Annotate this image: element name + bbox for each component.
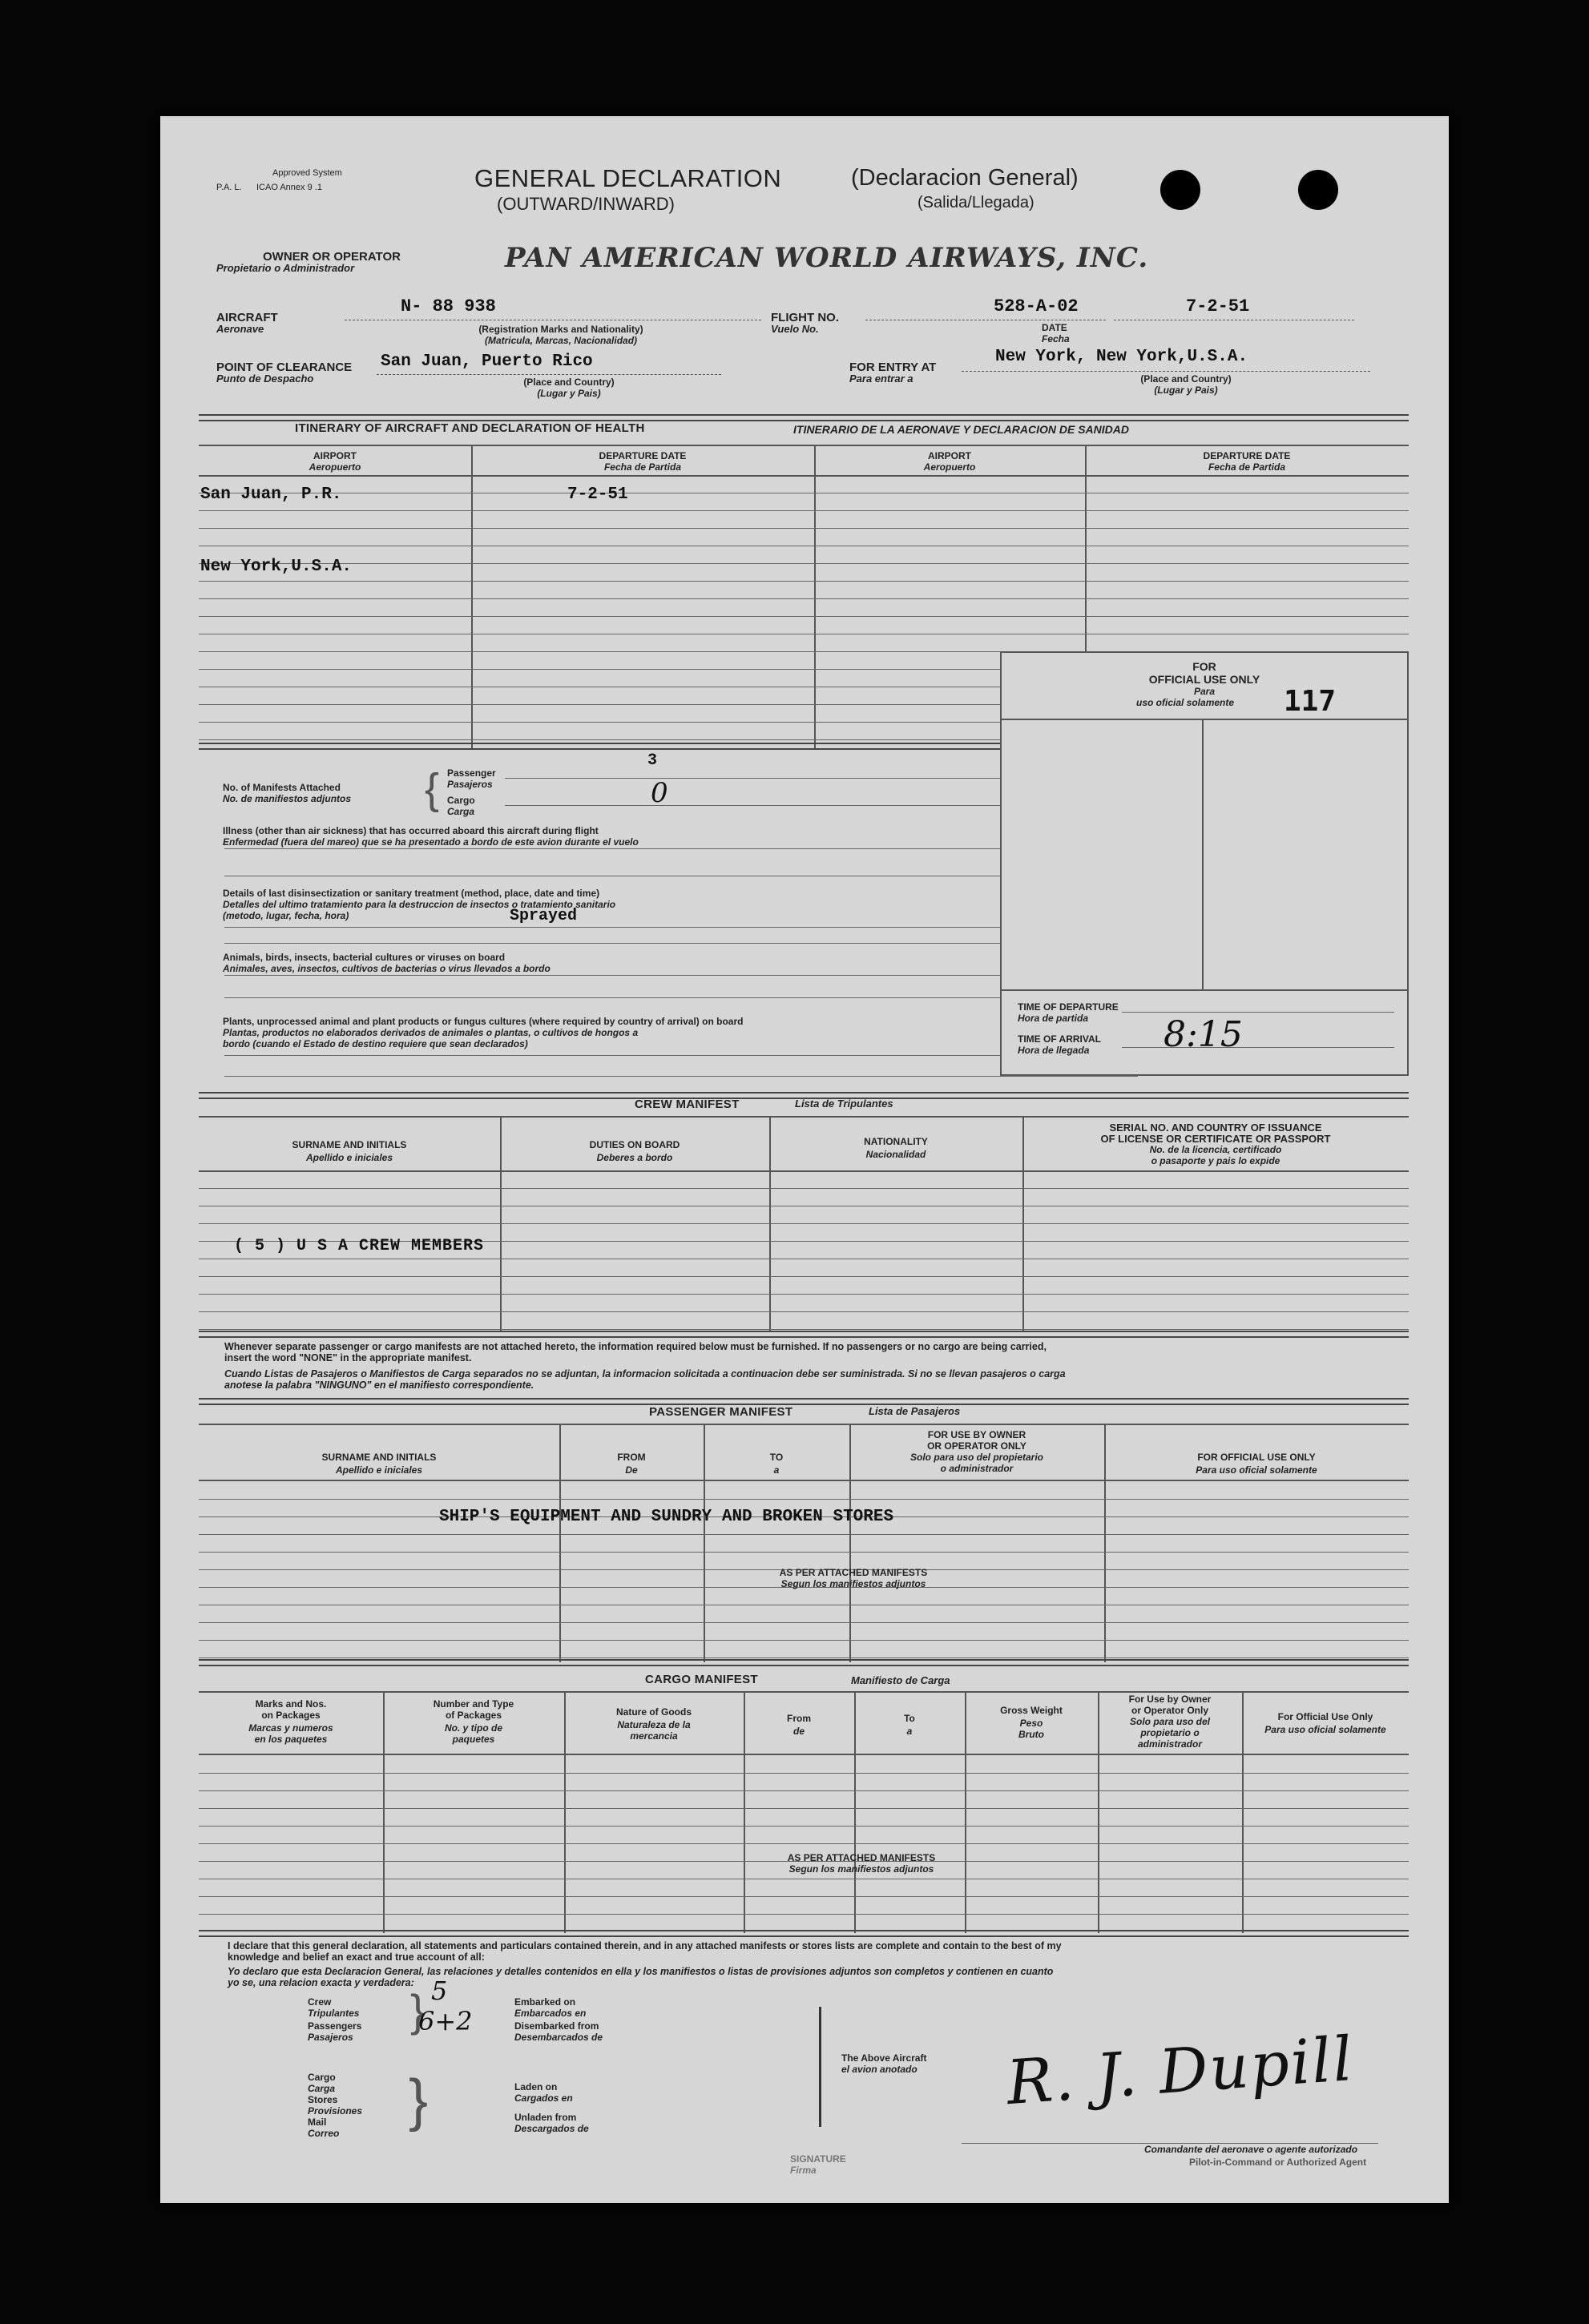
crew-col3-en: NATIONALITY — [864, 1136, 928, 1147]
crew-col1-es: Apellido e iniciales — [305, 1152, 393, 1163]
crew-col4-es1: No. de la licencia, certificado — [1149, 1144, 1282, 1155]
decl-dis-en: Disembarked from — [514, 2020, 599, 2032]
crew-row-rule — [199, 1188, 1409, 1189]
cargo-row-rule — [199, 1896, 1409, 1897]
crew-col1-en: SURNAME AND INITIALS — [292, 1139, 407, 1150]
cargo-count: 0 — [651, 777, 668, 809]
cargo-c7-en2: or Operator Only — [1131, 1705, 1209, 1716]
cargo-c1-en2: on Packages — [261, 1710, 321, 1721]
aircraft-label-es: Aeronave — [216, 323, 264, 335]
itin-subheader-rule — [199, 475, 1409, 477]
disinsect-value: Sprayed — [510, 907, 578, 925]
crew-col-2 — [769, 1116, 771, 1332]
sig-label-es: Firma — [790, 2165, 817, 2176]
pass-col2-es: De — [625, 1464, 638, 1476]
crew-row-rule — [199, 1276, 1409, 1277]
cargo-c6-es1: Peso — [1019, 1718, 1043, 1729]
cargo-en: Cargo — [447, 795, 475, 806]
cargo-c2-es2: paquetes — [452, 1734, 495, 1745]
passenger-row-rule — [199, 1499, 1409, 1500]
itin-row2-airport: New York,U.S.A. — [200, 558, 353, 576]
cargo-c6-en: Gross Weight — [1000, 1705, 1063, 1716]
official-box-divider-2 — [1000, 989, 1409, 991]
punch-hole-right — [1298, 170, 1338, 210]
official-box-vdivider — [1202, 719, 1204, 989]
itin-row1-date: 7-2-51 — [567, 485, 628, 504]
cargo-es: Carga — [447, 806, 475, 817]
decl-above-es: el avion anotado — [841, 2064, 918, 2075]
cargo-subheader-rule — [199, 1754, 1409, 1755]
crew-row-rule — [199, 1329, 1409, 1330]
title-es: (Declaracion General) — [851, 165, 1079, 191]
itin-airport-en-1: AIRPORT — [313, 450, 357, 461]
itinerary-row-rule — [199, 581, 1409, 582]
disinsect-en: Details of last disinsectization or sanitary treatment (method, place, date and time) — [223, 888, 600, 899]
decl-cargo-es: Carga — [308, 2083, 336, 2094]
itin-airport-es-1: Aeropuerto — [309, 461, 361, 473]
pass-attached-es: Segun los manifiestos adjuntos — [780, 1578, 926, 1589]
cargo-c4-es: de — [792, 1726, 805, 1737]
cargo-c5-es: a — [906, 1726, 913, 1737]
date-label-es: Fecha — [1042, 333, 1070, 344]
entry-line — [962, 371, 1370, 372]
itinerary-row-rule — [199, 563, 1409, 564]
itin-date-es-2: Fecha de Partida — [1208, 461, 1286, 473]
brace-cargo: } — [409, 2068, 429, 2133]
notice-es1: Cuando Listas de Pasajeros o Manifiestos de Carga separados no se adjuntan, la informacion solicitada a continuacion debe ser suministrada. Si no se llevan pasajeros o carga — [224, 1368, 1066, 1379]
brace-crew: } — [410, 1985, 425, 2036]
itinerary-row-rule — [199, 528, 1409, 529]
decl-laden-es: Cargados en — [514, 2092, 573, 2104]
crew-col4-en1: SERIAL NO. AND COUNTRY OF ISSUANCE — [1109, 1122, 1322, 1134]
departure-es: Hora de partida — [1018, 1013, 1089, 1024]
crew-entry: ( 5 ) U S A CREW MEMBERS — [234, 1237, 485, 1255]
crew-title-en: CREW MANIFEST — [635, 1098, 740, 1111]
pass-col1-es: Apellido e iniciales — [335, 1464, 423, 1476]
decl-stores-es: Provisiones — [308, 2105, 363, 2117]
arrival-en: TIME OF ARRIVAL — [1018, 1033, 1101, 1045]
cargo-title-es: Manifiesto de Carga — [851, 1674, 950, 1686]
date-label-en: DATE — [1042, 322, 1067, 333]
passenger-row-rule — [199, 1657, 1409, 1658]
cargo-c7-es1: Solo para uso del — [1129, 1716, 1211, 1727]
operator-value: PAN AMERICAN WORLD AIRWAYS, INC. — [505, 242, 1149, 274]
cargo-title-en: CARGO MANIFEST — [645, 1673, 758, 1686]
decl-unladen-es: Descargados de — [514, 2123, 589, 2134]
cargo-row-rule — [199, 1826, 1409, 1827]
approved-system: Approved System — [272, 168, 342, 178]
decl-above-en: The Above Aircraft — [841, 2052, 927, 2064]
passenger-row-rule — [199, 1552, 1409, 1553]
crew-row-rule — [199, 1294, 1409, 1295]
decl-laden-en: Laden on — [514, 2081, 558, 2092]
cargo-row-rule — [199, 1843, 1409, 1844]
date-value: 7-2-51 — [1186, 296, 1250, 316]
clearance-label-en: POINT OF CLEARANCE — [216, 360, 353, 374]
itin-date-en-1: DEPARTURE DATE — [599, 450, 687, 461]
pass-col4-en1: FOR USE BY OWNER — [927, 1429, 1026, 1440]
cargo-c7-en1: For Use by Owner — [1128, 1694, 1212, 1705]
passenger-row-rule — [199, 1640, 1409, 1641]
pass-attached-en: AS PER ATTACHED MANIFESTS — [779, 1567, 928, 1578]
itin-airport-en-2: AIRPORT — [928, 450, 971, 461]
passenger-row-rule — [199, 1534, 1409, 1535]
cargo-attached-es: Segun los manifiestos adjuntos — [788, 1863, 934, 1875]
decl-es2: yo se, una relacion exacta y verdadera: — [228, 1977, 414, 1988]
official-label-3: Para — [1193, 686, 1216, 697]
aircraft-value: N- 88 938 — [401, 296, 496, 316]
crew-col4-en2: OF LICENSE OR CERTIFICATE OR PASSPORT — [1100, 1133, 1331, 1145]
general-declaration-form — [160, 116, 1449, 2203]
pass-col1-en: SURNAME AND INITIALS — [321, 1452, 437, 1463]
title-en: GENERAL DECLARATION — [474, 164, 782, 192]
subtitle-es: (Salida/Llegada) — [918, 194, 1034, 211]
official-label-1: FOR — [1192, 660, 1216, 673]
itinerary-title-en: ITINERARY OF AIRCRAFT AND DECLARATION OF HEALTH — [295, 421, 645, 435]
manifests-en: No. of Manifests Attached — [223, 782, 341, 793]
cargo-attached-en-visible: AS PER ATTACHED MANIFESTS — [787, 1852, 936, 1863]
crew-col2-en: DUTIES ON BOARD — [589, 1139, 680, 1150]
pass-col4-es1: Solo para uso del propietario — [909, 1452, 1044, 1463]
plants-es2: bordo (cuando el Estado de destino requiere que sean declarados) — [223, 1038, 528, 1049]
passenger-title-en: PASSENGER MANIFEST — [649, 1405, 793, 1419]
decl-es1: Yo declaro que esta Declaracion General, las relaciones y detalles contenidos en ella y los manifiestos o listas de provisiones adjuntos son completos y contienen en cuanto — [228, 1966, 1054, 1977]
itinerary-top-rule — [199, 414, 1409, 421]
entry-label-es: Para entrar a — [849, 373, 913, 385]
itin-row1-airport: San Juan, P.R. — [200, 485, 342, 504]
plants-es1: Plantas, productos no elaborados derivados de animales o plantas, o cultivos de hongos a — [223, 1027, 639, 1038]
decl-emb-en: Embarked on — [514, 1996, 576, 2008]
cargo-c1-es2: en los paquetes — [254, 1734, 328, 1745]
animals-es: Animales, aves, insectos, cultivos de bacterias o virus llevados a bordo — [223, 963, 551, 974]
decl-pass-es: Pasajeros — [308, 2032, 353, 2043]
crew-header-rule — [199, 1116, 1409, 1118]
decl-pass-en: Passengers — [308, 2020, 362, 2032]
commander-en: Pilot-in-Command or Authorized Agent — [1189, 2157, 1367, 2168]
decl-crew-en: Crew — [308, 1996, 332, 2008]
aircraft-sub-en: (Registration Marks and Nationality) — [478, 324, 643, 335]
crew-bottom-rule — [199, 1331, 1409, 1338]
cargo-c3-en: Nature of Goods — [615, 1706, 692, 1718]
cargo-c7-es2: propietario o — [1140, 1727, 1200, 1738]
subtitle-en: (OUTWARD/INWARD) — [497, 194, 675, 214]
notice-en2: insert the word "NONE" in the appropriate manifest. — [224, 1352, 472, 1363]
decl-dis-es: Desembarcados de — [514, 2032, 603, 2043]
decl-stores-en: Stores — [308, 2094, 338, 2105]
itinerary-row-rule — [199, 616, 1409, 617]
official-label-2: OFFICIAL USE ONLY — [1148, 673, 1260, 686]
cargo-c3-es1: Naturaleza de la — [617, 1719, 691, 1730]
decl-mail-en: Mail — [308, 2117, 327, 2128]
crew-col2-es: Deberes a bordo — [596, 1152, 673, 1163]
clearance-value: San Juan, Puerto Rico — [381, 352, 593, 371]
pass-col5-es: Para uso oficial solamente — [1196, 1464, 1317, 1476]
cargo-c7-es3: administrador — [1137, 1738, 1202, 1750]
clearance-label-es: Punto de Despacho — [216, 373, 314, 385]
punch-hole-left — [1160, 170, 1200, 210]
operator-label-es: Propietario o Administrador — [216, 262, 355, 274]
decl-mail-es: Correo — [308, 2128, 340, 2139]
decl-cargo-en: Cargo — [308, 2072, 336, 2083]
pass-subheader-rule — [199, 1480, 1409, 1481]
manifests-es: No. de manifiestos adjuntos — [223, 793, 352, 804]
passenger-count: 3 — [647, 751, 658, 770]
clearance-sub-en: (Place and Country) — [523, 377, 615, 388]
crew-col4-es2: o pasaporte y pais lo expide — [1151, 1155, 1280, 1166]
passenger-row-rule — [199, 1622, 1409, 1623]
flight-value: 528-A-02 — [994, 296, 1079, 316]
illness-en: Illness (other than air sickness) that has occurred aboard this aircraft during flight — [223, 825, 599, 836]
plants-en: Plants, unprocessed animal and plant products or fungus cultures (where required by country of arrival) on board — [223, 1016, 744, 1027]
decl-crew-es: Tripulantes — [308, 2008, 360, 2019]
cargo-c5-en: To — [904, 1713, 915, 1724]
entry-value: New York, New York,U.S.A. — [995, 348, 1248, 366]
clearance-line — [377, 374, 721, 375]
departure-line — [1122, 1012, 1394, 1013]
arrival-es: Hora de llegada — [1018, 1045, 1090, 1056]
decl-pass-value: 6+2 — [418, 2006, 473, 2036]
aircraft-label-en: AIRCRAFT — [216, 311, 278, 324]
passenger-bottom-rule — [199, 1659, 1409, 1666]
pass-col4-es2: o administrador — [940, 1463, 1014, 1474]
arrival-value: 8:15 — [1164, 1014, 1243, 1055]
pass-col2-en: FROM — [617, 1452, 646, 1463]
icao-annex: ICAO Annex 9 .1 — [256, 183, 322, 192]
passenger-header-rule — [199, 1424, 1409, 1425]
captain-signature: R. J. Dupill — [1004, 2022, 1357, 2119]
disinsect-es2: (metodo, lugar, fecha, hora) — [223, 910, 349, 921]
cargo-c8-es: Para uso oficial solamente — [1264, 1724, 1386, 1735]
cargo-c1-es1: Marcas y numeros — [248, 1722, 333, 1734]
notice-es2: anotese la palabra "NINGUNO" en el manifiesto correspondiente. — [224, 1379, 534, 1391]
decl-unladen-en: Unladen from — [514, 2112, 577, 2123]
pass-col3-en: TO — [769, 1452, 784, 1463]
cargo-c2-en2: of Packages — [445, 1710, 502, 1721]
itinerary-title-es: ITINERARIO DE LA AERONAVE Y DECLARACION DE SANIDAD — [793, 423, 1129, 436]
decl-en1: I declare that this general declaration, all statements and particulars contained therein, and in any attached manifests or stores lists are complete and contain to the best of my — [228, 1940, 1062, 1951]
crew-row-rule — [199, 1311, 1409, 1312]
cargo-row-rule — [199, 1914, 1409, 1915]
official-box-divider — [1000, 719, 1409, 720]
passenger-es: Pasajeros — [447, 779, 493, 790]
pass-col5-en: FOR OFFICIAL USE ONLY — [1197, 1452, 1316, 1463]
official-label-4: uso oficial solamente — [1136, 697, 1235, 708]
pass-col4-en2: OR OPERATOR ONLY — [927, 1440, 1026, 1452]
illness-es: Enfermedad (fuera del mareo) que se ha presentado a bordo de este avion durante el vuelo — [223, 836, 639, 848]
flight-label-es: Vuelo No. — [771, 323, 819, 335]
arrival-line — [1122, 1047, 1394, 1048]
cargo-c3-es2: mercancia — [630, 1730, 678, 1742]
itin-date-en-2: DEPARTURE DATE — [1203, 450, 1291, 461]
passenger-title-es: Lista de Pasajeros — [869, 1405, 961, 1417]
signature-divider — [819, 2007, 821, 2127]
passenger-entry: SHIP'S EQUIPMENT AND SUNDRY AND BROKEN STORES — [439, 1508, 894, 1526]
flight-label-en: FLIGHT NO. — [771, 311, 839, 324]
system-prefix: P.A. L. — [216, 183, 242, 192]
cargo-c1-en1: Marks and Nos. — [255, 1698, 327, 1710]
entry-sub-es: (Lugar y Pais) — [1154, 385, 1218, 396]
decl-crew-value: 5 — [431, 1976, 448, 2006]
aircraft-sub-es: (Matricula, Marcas, Nacionalidad) — [484, 335, 638, 346]
entry-sub-en: (Place and Country) — [1140, 373, 1232, 385]
passenger-en: Passenger — [447, 767, 496, 779]
cargo-c2-en1: Number and Type — [433, 1698, 514, 1710]
entry-label-en: FOR ENTRY AT — [849, 360, 937, 374]
cargo-row-rule — [199, 1808, 1409, 1809]
crew-col3-es: Nacionalidad — [865, 1149, 926, 1160]
itin-col-1 — [471, 445, 473, 749]
brace-manifests: { — [425, 765, 440, 813]
itinerary-row-rule — [199, 598, 1409, 599]
itin-col-2 — [814, 445, 816, 749]
clearance-sub-es: (Lugar y Pais) — [537, 388, 601, 399]
cargo-row-rule — [199, 1773, 1409, 1774]
itinerary-header-rule — [199, 445, 1409, 446]
cargo-c6-es2: Bruto — [1018, 1729, 1044, 1740]
official-number: 117 — [1284, 685, 1337, 718]
decl-en2: knowledge and belief an exact and true account of all: — [228, 1951, 485, 1963]
decl-emb-es: Embarcados en — [514, 2008, 587, 2019]
pass-col3-es: a — [773, 1464, 780, 1476]
sig-label-en: SIGNATURE — [790, 2153, 846, 2165]
disinsect-es1: Detalles del ultimo tratamiento para la destruccion de insectos o tratamiento sanitario — [223, 899, 616, 910]
crew-row-rule — [199, 1223, 1409, 1224]
cargo-c4-en: From — [787, 1713, 811, 1724]
cargo-bottom-rule — [199, 1930, 1409, 1937]
itin-airport-es-2: Aeropuerto — [923, 461, 976, 473]
itinerary-row-rule — [199, 510, 1409, 511]
cargo-c8-en: For Official Use Only — [1277, 1711, 1373, 1722]
passenger-top-rule — [199, 1398, 1409, 1405]
crew-title-es: Lista de Tripulantes — [795, 1098, 893, 1110]
operator-label-en: OWNER OR OPERATOR — [263, 250, 401, 264]
cargo-c2-es1: No. y tipo de — [445, 1722, 502, 1734]
itin-date-es-1: Fecha de Partida — [603, 461, 682, 473]
crew-subheader-rule — [199, 1170, 1409, 1172]
departure-en: TIME OF DEPARTURE — [1018, 1001, 1119, 1013]
plants-line-2 — [224, 1076, 1138, 1077]
cargo-row-rule — [199, 1790, 1409, 1791]
animals-en: Animals, birds, insects, bacterial cultures or viruses on board — [223, 952, 506, 963]
notice-en1: Whenever separate passenger or cargo manifests are not attached hereto, the information required below must be furnished. If no passengers or no cargo are being carried, — [224, 1341, 1047, 1352]
commander-es: Comandante del aeronave o agente autorizado — [1144, 2144, 1358, 2155]
cargo-header-rule — [199, 1691, 1409, 1693]
